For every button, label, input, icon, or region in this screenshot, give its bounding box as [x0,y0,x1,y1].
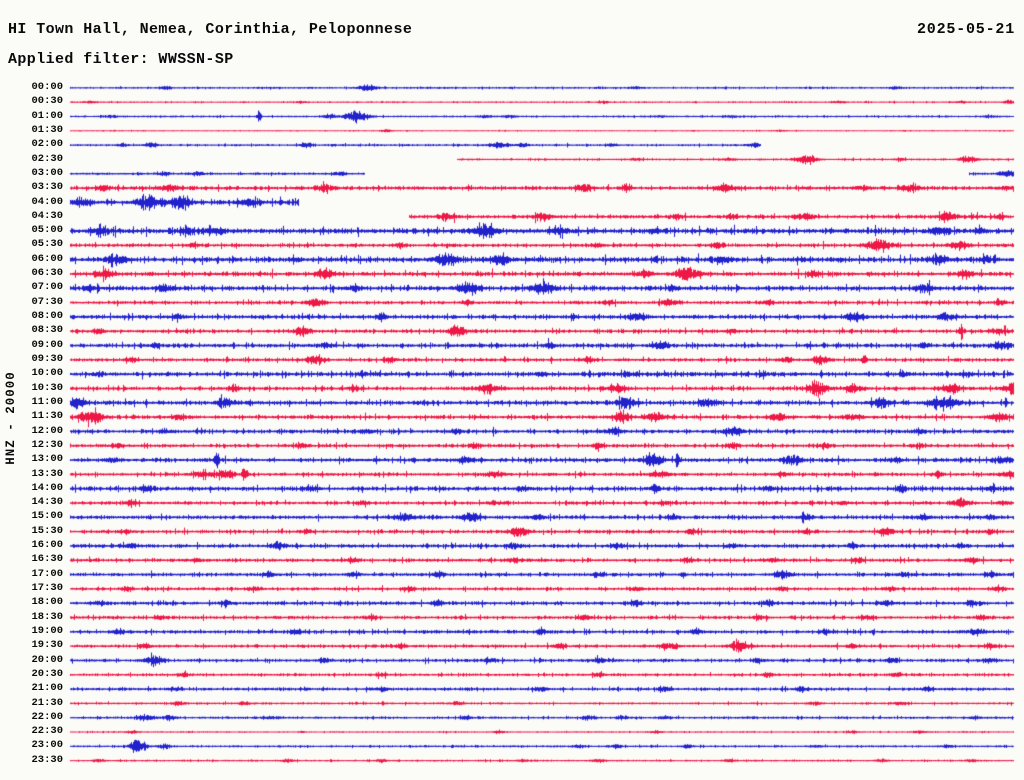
time-label: 17:30 [31,582,63,595]
time-label: 08:00 [31,310,63,323]
time-label: 18:00 [31,596,63,609]
time-label: 05:00 [31,224,63,237]
time-label: 22:30 [31,725,63,738]
time-label: 01:00 [31,109,63,122]
time-label: 14:30 [31,496,63,509]
time-label: 21:00 [31,682,63,695]
time-label: 12:00 [31,424,63,437]
time-label: 04:30 [31,209,63,222]
time-label: 07:00 [31,281,63,294]
time-label: 23:00 [31,739,63,752]
time-label: 13:30 [31,467,63,480]
time-label: 00:30 [31,95,63,108]
time-label: 21:30 [31,696,63,709]
channel-scale-label: HNZ - 20000 [4,371,18,465]
time-label: 04:00 [31,195,63,208]
time-label: 13:00 [31,453,63,466]
time-label: 19:00 [31,624,63,637]
time-label: 10:30 [31,381,63,394]
time-label: 16:00 [31,539,63,552]
time-label: 02:30 [31,152,63,165]
time-label: 15:00 [31,510,63,523]
time-label: 20:30 [31,667,63,680]
time-label: 12:30 [31,438,63,451]
filter-label: Applied filter: WWSSN-SP [8,51,234,68]
time-label: 11:30 [31,410,63,423]
time-label: 03:00 [31,166,63,179]
time-label: 23:30 [31,753,63,766]
time-label: 06:30 [31,267,63,280]
time-label: 01:30 [31,123,63,136]
time-label: 05:30 [31,238,63,251]
time-label: 02:00 [31,138,63,151]
time-label: 00:00 [31,81,63,93]
time-label: 22:00 [31,710,63,723]
time-label: 18:30 [31,610,63,623]
time-label: 14:00 [31,481,63,494]
station-title: HI Town Hall, Nemea, Corinthia, Peloponnese [8,21,413,38]
time-label: 10:00 [31,367,63,380]
time-label: 15:30 [31,524,63,537]
time-label: 16:30 [31,553,63,566]
time-label: 20:00 [31,653,63,666]
time-label: 08:30 [31,324,63,337]
time-label: 09:00 [31,338,63,351]
time-label: 11:00 [31,395,63,408]
time-label: 19:30 [31,639,63,652]
time-label: 09:30 [31,352,63,365]
time-label: 03:30 [31,181,63,194]
time-label: 07:30 [31,295,63,308]
time-label: 06:00 [31,252,63,265]
date-label: 2025-05-21 [916,21,1015,38]
time-label: 17:00 [31,567,63,580]
